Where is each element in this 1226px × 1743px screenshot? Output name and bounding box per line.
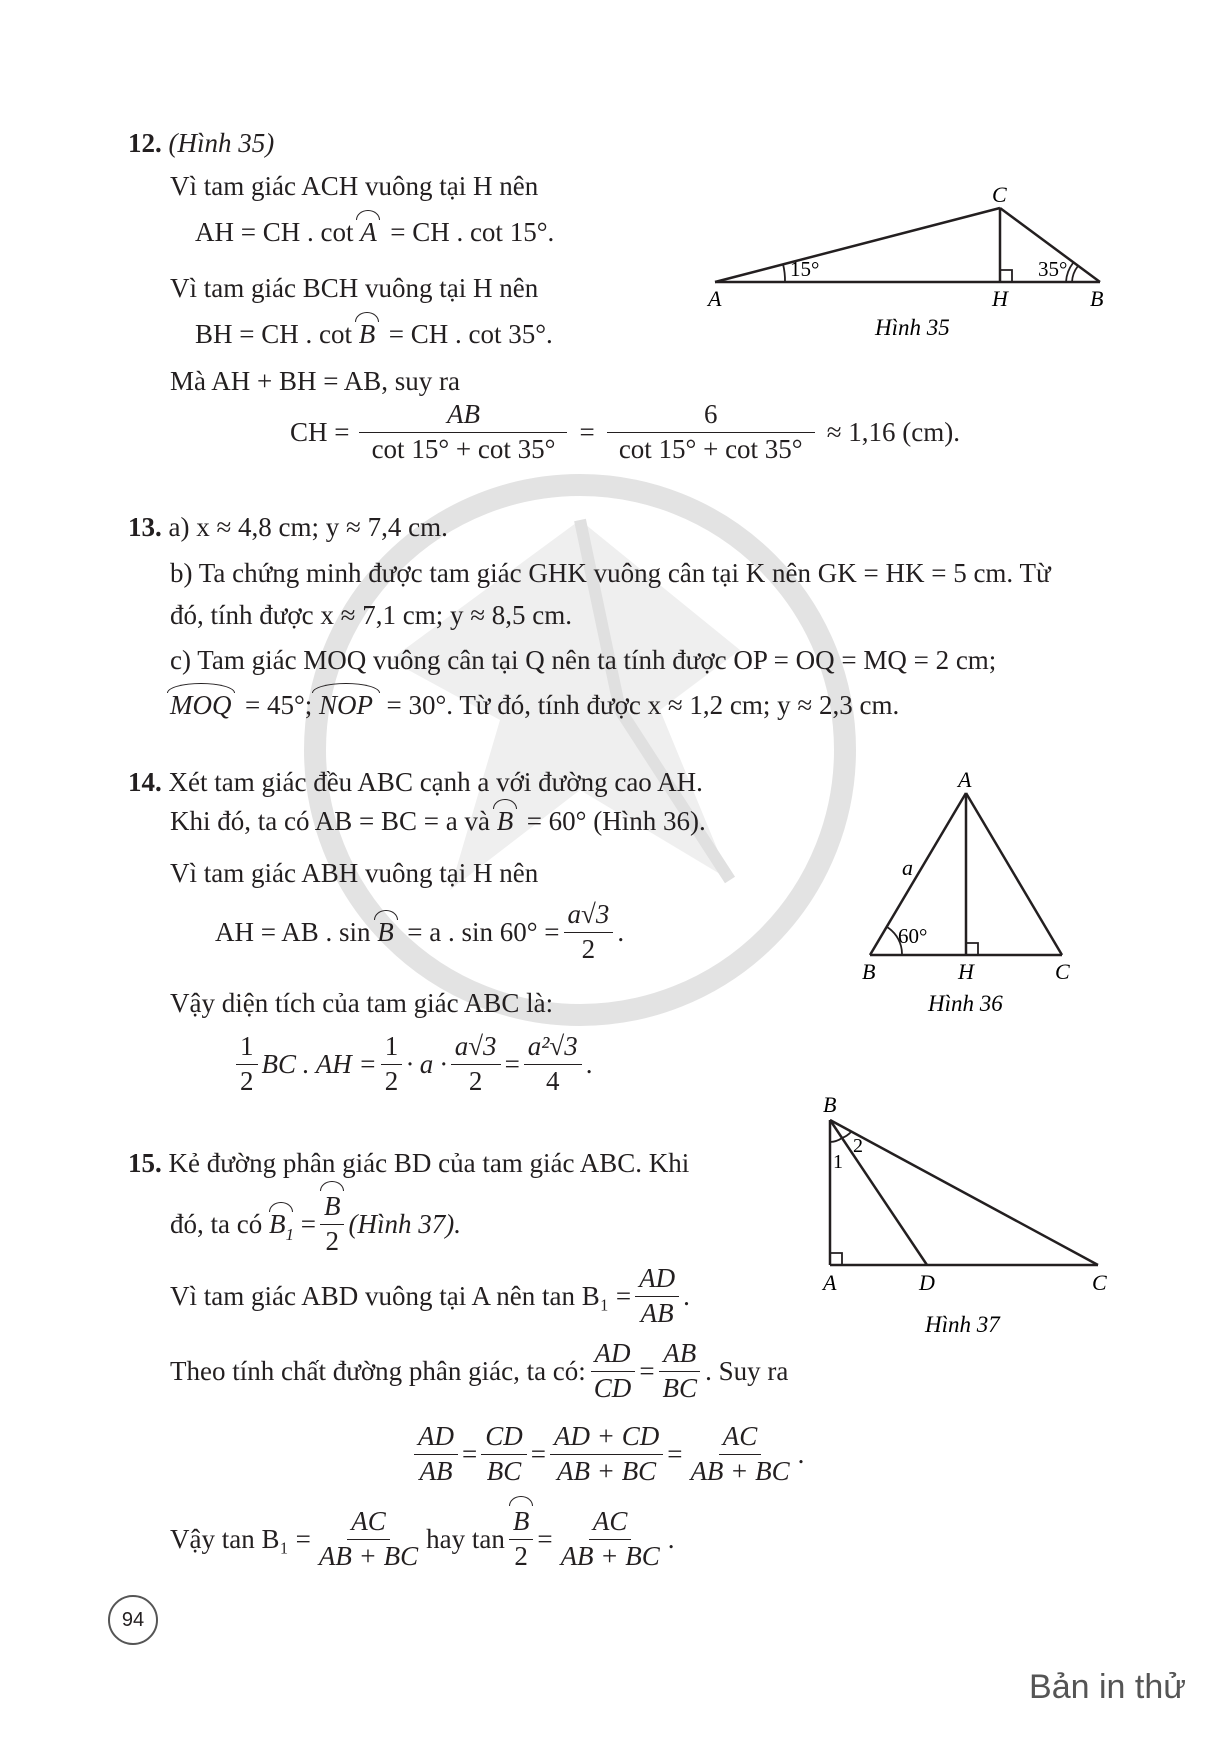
p15-line5: $\frac{AD}{AB}$ = $\frac{CD}{BC}$ = $\frac{AD + CD}{AB + BC}$ = $\frac{AC}{AB + BC}$ . <box>410 1420 804 1489</box>
p12-line5: Mà AH + BH = AB, suy ra <box>170 366 460 396</box>
fig36-label-H: H <box>958 959 974 984</box>
p12-formula: CH = $\frac{AB}{\cot 15^\circ + \cot 35^\circ}$ = $\frac{6}{\cot 15^\circ + \cot 35^\circ}$ ≈ 1,16 (cm). <box>290 399 961 464</box>
fig35-caption: Hình 35 <box>875 315 950 340</box>
figure-36 <box>850 765 1090 1020</box>
p15-line4: Theo tính chất đường phân giác, ta có: $\frac{AD}{CD}$ = $\frac{AB}{BC}$ . Suy ra <box>170 1338 789 1403</box>
p15-line1: 15. Kẻ đường phân giác BD của tam giác ABC. Khi <box>128 1148 690 1178</box>
page-number: 94 <box>121 1609 145 1631</box>
fig37-caption: Hình 37 <box>925 1312 1000 1337</box>
p12-line3: Vì tam giác BCH vuông tại H nên <box>170 273 539 303</box>
fig37-label-B: B <box>823 1092 837 1117</box>
p14-line3: Vì tam giác ABH vuông tại H nên <box>170 858 539 888</box>
fig35-label-C: C <box>992 182 1007 207</box>
p12-line2: AH = CH . cot A = CH . cot 15°. <box>195 217 555 247</box>
page-number-badge <box>108 1595 158 1645</box>
p14-line5: Vậy diện tích của tam giác ABC là: <box>170 988 554 1018</box>
p15-line6: Vậy tan B₁ = $\frac{AC}{AB + BC}$ hay tan $\frac{B}{2}$ = $\frac{AC}{AB + BC}$ . <box>170 1506 675 1571</box>
p12-line4: BH = CH . cot B = CH . cot 35°. <box>195 319 553 349</box>
fig35-label-A: A <box>708 286 722 311</box>
p13-line-c1: c) Tam giác MOQ vuông cân tại Q nên ta tính được OP = OQ = MQ = 2 cm; <box>170 645 997 675</box>
draft-watermark-label: Bản in thử <box>1029 1668 1186 1706</box>
fig37-label-1: 1 <box>833 1151 843 1173</box>
fig37-label-2: 2 <box>853 1135 863 1157</box>
problem-12-header <box>128 130 274 157</box>
figure-37 <box>815 1090 1115 1340</box>
p13-line-b2: đó, tính được x ≈ 7,1 cm; y ≈ 8,5 cm. <box>170 600 573 630</box>
p14-line2: Khi đó, ta có AB = BC = a và B = 60° (Hình 36). <box>170 806 706 836</box>
figure-35 <box>700 180 1120 340</box>
fig36-label-a: a <box>902 855 913 880</box>
fig36-label-A: A <box>958 767 972 792</box>
p14-line1: 14. Xét tam giác đều ABC cạnh a với đường cao AH. <box>128 767 703 797</box>
p12-line1: Vì tam giác ACH vuông tại H nên <box>170 171 539 201</box>
fig36-label-B: B <box>862 959 876 984</box>
fig36-angle-60: 60° <box>898 924 928 948</box>
p15-line3: Vì tam giác ABD vuông tại A nên tan B₁ = $\frac{AD}{AB}$ . <box>170 1263 690 1328</box>
fig36-caption: Hình 36 <box>928 991 1003 1016</box>
p15-line2: đó, ta có $B_1$ = $\frac{B}{2}$ (Hình 37). <box>170 1191 461 1256</box>
p13-line-a: 13. a) x ≈ 4,8 cm; y ≈ 7,4 cm. <box>128 512 448 542</box>
fig36-label-C: C <box>1055 959 1070 984</box>
fig35-label-B: B <box>1090 286 1104 311</box>
p14-line4: AH = AB . sin B = a . sin 60° = $\frac{a√3}{2}$ . <box>215 899 625 964</box>
fig35-label-H: H <box>992 286 1008 311</box>
fig37-label-C: C <box>1092 1270 1107 1295</box>
problem-12-ref: (Hình 35) <box>168 128 275 158</box>
p14-line6: $\frac{1}{2}$ BC . AH = $\frac{1}{2}$ · a · $\frac{a√3}{2}$ = $\frac{\text{a²√3}}{4}$ . <box>232 1030 592 1099</box>
problem-12-number: 12. <box>128 128 162 158</box>
fig35-angle-15: 15° <box>790 257 820 281</box>
p13-line-b1: b) Ta chứng minh được tam giác GHK vuông cân tại K nên GK = HK = 5 cm. Từ <box>170 558 1051 588</box>
p13-line-c2: MOQ = 45°; NOP = 30°. Từ đó, tính được x ≈ 1,2 cm; y ≈ 2,3 cm. <box>170 690 900 720</box>
fig35-angle-35: 35° <box>1038 257 1068 281</box>
fig37-label-A: A <box>823 1270 837 1295</box>
fig37-label-D: D <box>919 1270 935 1295</box>
